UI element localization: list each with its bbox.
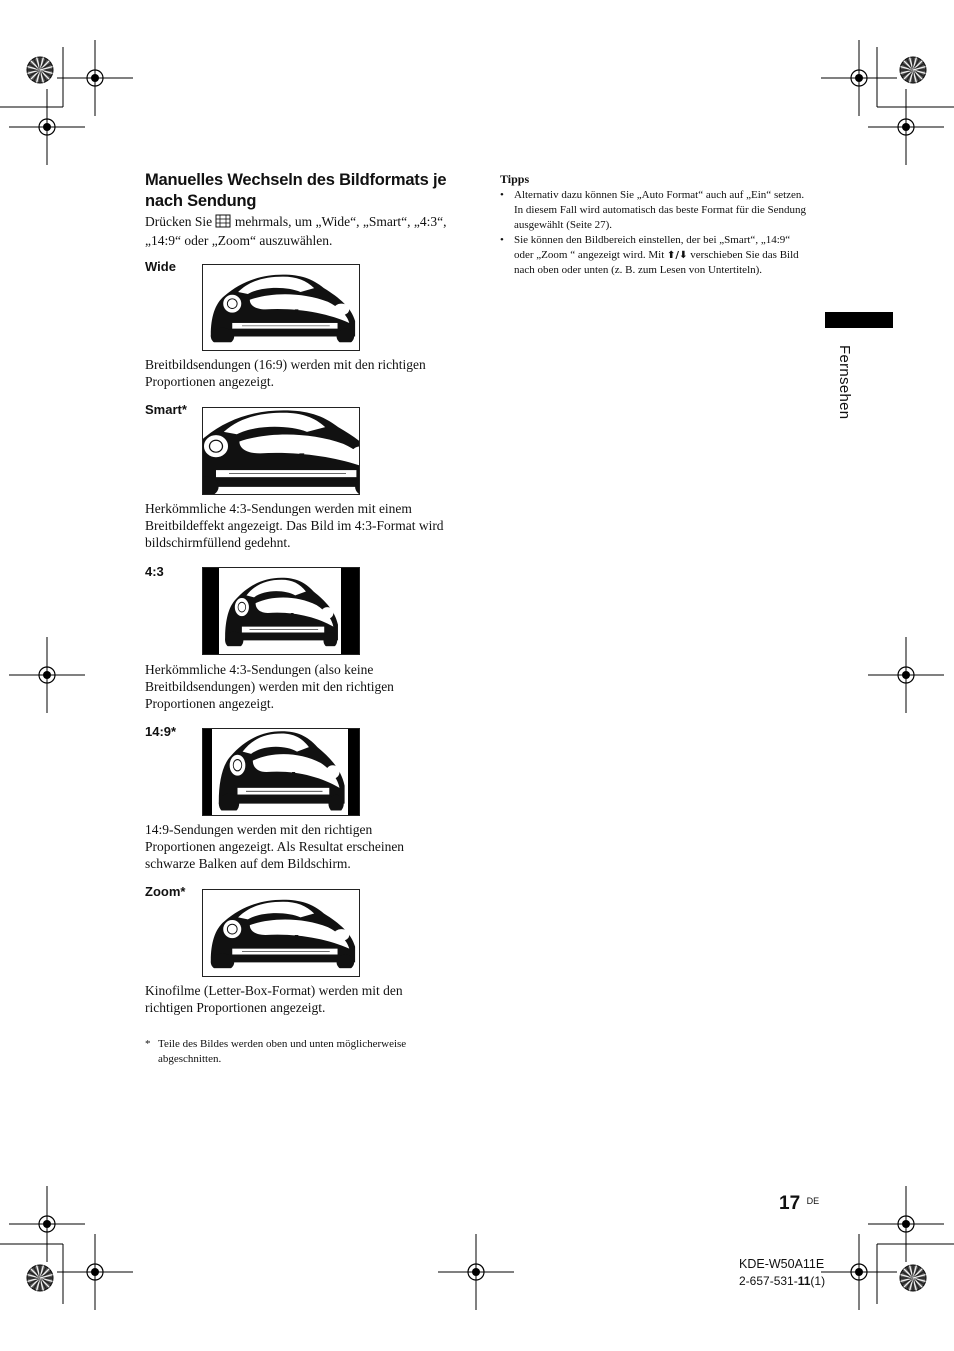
tips-list <box>500 188 810 278</box>
document-id <box>739 1273 825 1290</box>
color-sunburst-icon <box>27 57 53 83</box>
mode-label-wide: Wide <box>145 259 176 274</box>
mode-label-zoom: Zoom* <box>145 884 186 899</box>
section-tab-marker <box>825 312 893 328</box>
footnote-text: Teile des Bildes werden oben und unten möglicherweise abgeschnitten. <box>158 1038 407 1065</box>
format-button-icon <box>215 214 231 232</box>
model-info <box>739 1256 825 1290</box>
registration-target-icon <box>868 637 944 713</box>
car-image-smart <box>202 407 360 495</box>
doc-id-prefix: 2-657-531- <box>739 1274 798 1288</box>
registration-target-icon <box>821 40 897 116</box>
color-sunburst-icon <box>900 1265 926 1291</box>
page-title: Manuelles Wechseln des Bildformats je nach Sendung <box>145 171 447 210</box>
registration-target-icon <box>57 40 133 116</box>
page-lang: DE <box>806 1196 820 1206</box>
tip-item-1: • Alternativ dazu können Sie „Auto Format“ auch auf „Ein“ setzen. In diesem Fall wird automatisch das beste Format für die Sendung ausgewählt (Seite 27). <box>500 188 810 233</box>
car-image-14-9 <box>202 728 360 816</box>
up-down-arrow-icon: ⬆/⬇ <box>667 250 688 261</box>
car-image-4-3 <box>202 567 360 655</box>
registration-target-icon <box>438 1234 514 1310</box>
intro-after: mehrmals, um „Wide“, „Smart“, „4:3“, „14:9“ oder „Zoom“ auszuwählen. <box>145 214 447 248</box>
car-image-wide <box>202 264 360 351</box>
mode-desc-14-9: 14:9-Sendungen werden mit den richtigen Proportionen angezeigt. Als Resultat erscheinen schwarze Balken auf dem Bildschirm. <box>145 822 405 871</box>
mode-desc-4-3: Herkömmliche 4:3-Sendungen (also keine Breitbildsendungen) werden mit den richtigen Proportionen angezeigt. <box>145 662 394 711</box>
intro-text <box>145 213 450 249</box>
tip2-after: verschieben Sie das Bild nach oben oder unten (z. B. zum Lesen von Untertiteln). <box>514 249 799 276</box>
mode-desc-wide: Breitbildsendungen (16:9) werden mit den richtigen Proportionen angezeigt. <box>145 357 426 389</box>
intro-before: Drücken Sie <box>145 214 213 229</box>
registration-target-icon <box>9 637 85 713</box>
doc-id-version: 11 <box>797 1274 811 1288</box>
color-sunburst-icon <box>900 57 926 83</box>
mode-label-smart: Smart* <box>145 402 187 417</box>
tips-title: Tipps <box>500 172 530 186</box>
doc-id-suffix: (1) <box>810 1274 826 1288</box>
registration-target-icon <box>9 1186 85 1262</box>
registration-target-icon <box>868 89 944 165</box>
mode-desc-zoom: Kinofilme (Letter-Box-Format) werden mit den richtigen Proportionen angezeigt. <box>145 983 403 1015</box>
mode-label-14-9: 14:9* <box>145 724 177 739</box>
page-number-block <box>779 1193 819 1215</box>
registration-target-icon <box>9 89 85 165</box>
registration-target-icon <box>57 1234 133 1310</box>
mode-label-4-3: 4:3 <box>145 564 164 579</box>
registration-target-icon <box>868 1186 944 1262</box>
tip-item-2 <box>500 233 810 278</box>
model-number: KDE-W50A11E <box>739 1257 825 1271</box>
footnote <box>145 1037 455 1067</box>
registration-target-icon <box>821 1234 897 1310</box>
section-side-label: Fernsehen <box>836 345 853 420</box>
page-number: 17 <box>779 1193 801 1214</box>
color-sunburst-icon <box>27 1265 53 1291</box>
car-image-zoom <box>202 889 360 977</box>
tip2-before: Sie können den Bildbereich einstellen, der bei „Smart“, „14:9“ oder „Zoom “ angezeigt wird. Mit <box>514 234 791 261</box>
footnote-mark: * <box>145 1038 151 1050</box>
mode-desc-smart: Herkömmliche 4:3-Sendungen werden mit einem Breitbildeffekt angezeigt. Das Bild im 4:3-Format wird bildschirmfüllend gedehnt. <box>145 501 444 550</box>
